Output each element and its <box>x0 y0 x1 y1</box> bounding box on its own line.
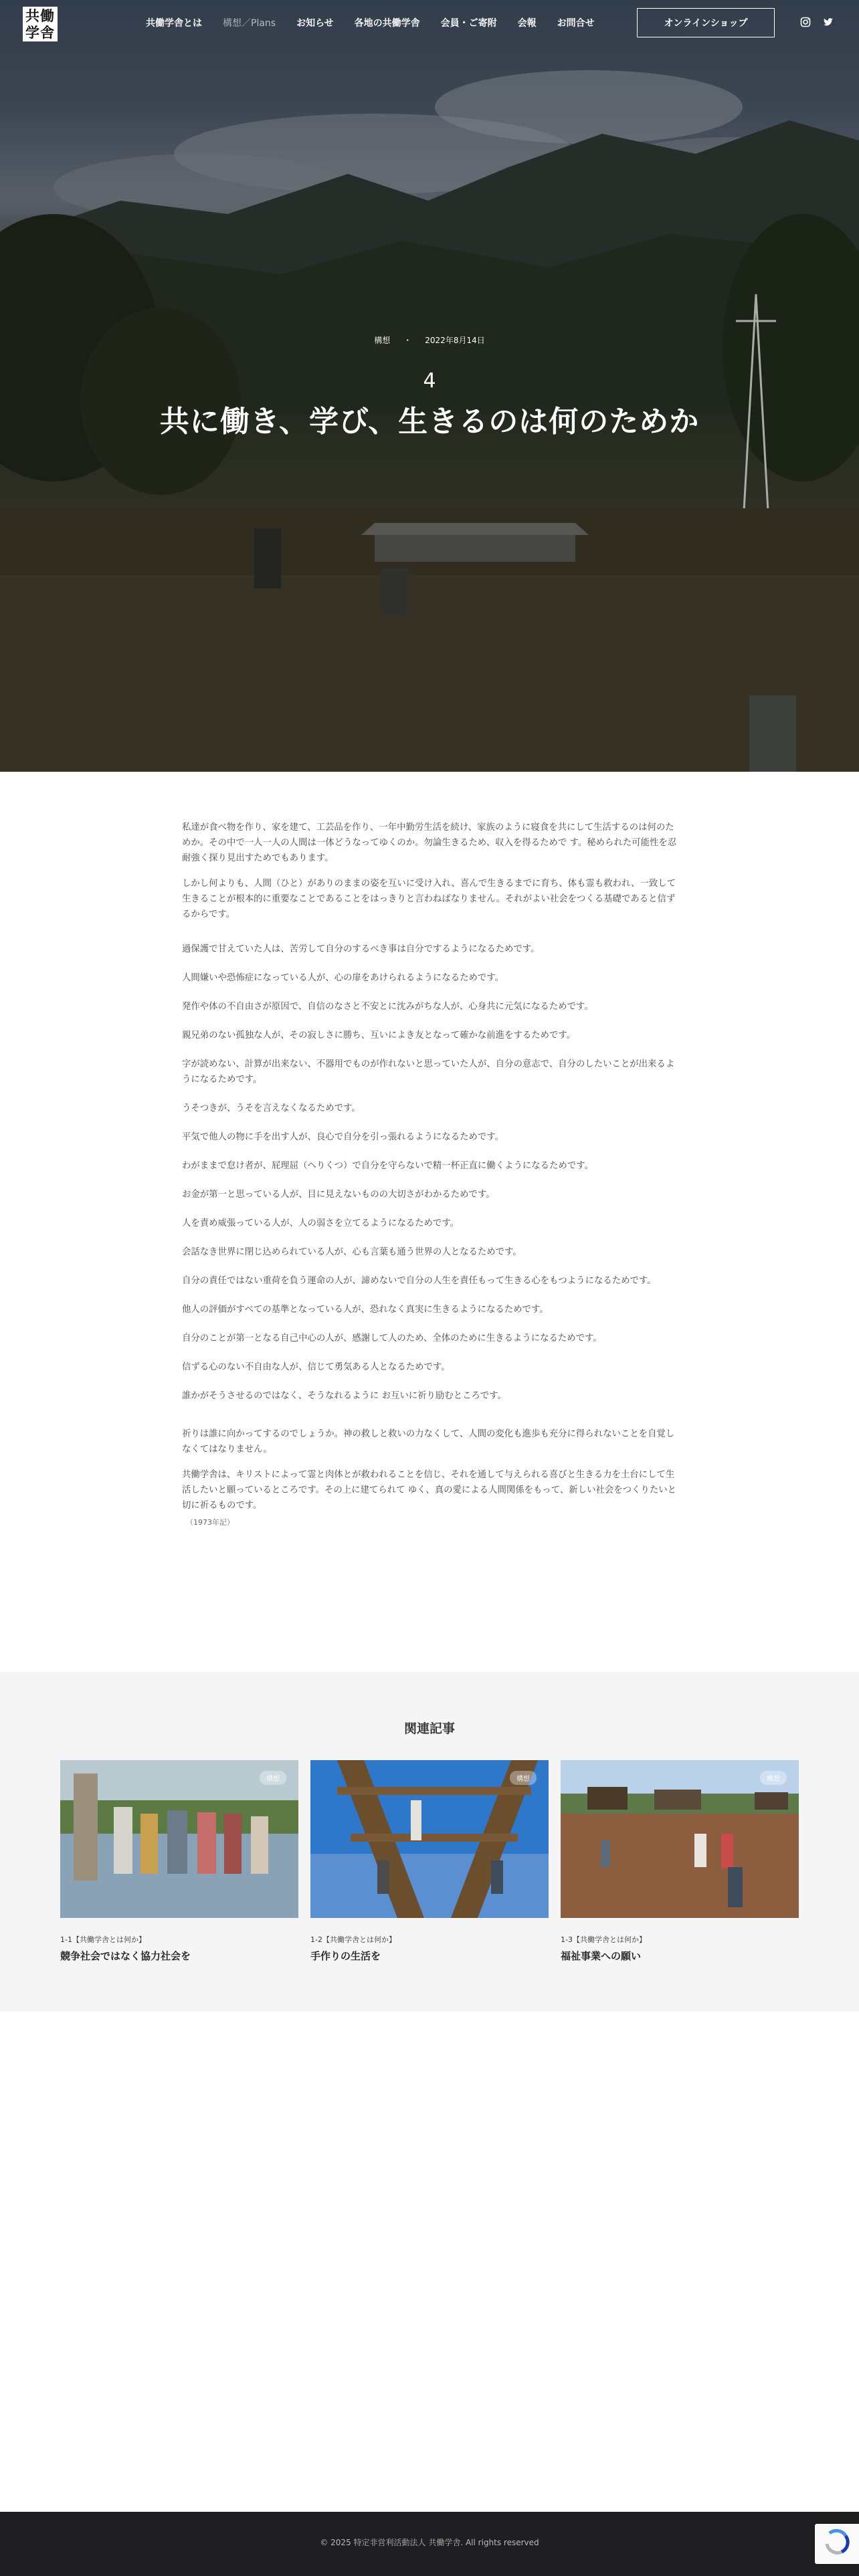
card-title[interactable]: 手作りの生活を <box>310 1950 381 1962</box>
card-title[interactable]: 福祉事業への願い <box>561 1950 642 1962</box>
site-footer <box>0 2512 859 2576</box>
card-thumbnail[interactable] <box>60 1760 298 1918</box>
related-articles <box>0 1672 859 2012</box>
nav-item-about[interactable]: 共働学舎とは <box>146 18 202 29</box>
purpose-line: うそつきが、うそを言えなくなるためです。 <box>182 1103 361 1113</box>
instagram-icon[interactable] <box>800 17 811 27</box>
card-title[interactable]: 競争社会ではなく協力社会を <box>60 1950 191 1962</box>
nav-item-contact[interactable]: お問合せ <box>557 18 595 29</box>
related-card[interactable] <box>561 1760 799 1963</box>
meta-separator: ・ <box>403 336 412 345</box>
purpose-line: 自分のことが第一となる自己中心の人が、感謝して人のため、全体のために生きるようになるためです。 <box>182 1333 602 1344</box>
post-date: 2022年8月14日 <box>425 336 485 345</box>
card-badge[interactable]: 構想 <box>510 1771 537 1785</box>
card-badge[interactable]: 構想 <box>260 1771 286 1785</box>
purpose-line: 親兄弟のない孤独な人が、その寂しさに勝ち、互いによき友となって確かな前進をするためです。 <box>182 1031 576 1041</box>
related-card[interactable] <box>310 1760 549 1963</box>
purpose-line: 過保護で甘えていた人は、苦労して自分のするべき事は自分でするようになるためです。 <box>182 944 540 954</box>
card-category[interactable]: 1-3【共働学舎とは何か】 <box>561 1935 646 1944</box>
purpose-line: 平気で他人の物に手を出す人が、良心で自分を引っ張れるようになるためです。 <box>182 1132 504 1142</box>
purpose-line: 信ずる心のない不自由な人が、信じて勇気ある人となるためです。 <box>182 1362 450 1372</box>
card-thumbnail[interactable] <box>561 1760 799 1918</box>
twitter-icon[interactable] <box>823 17 834 27</box>
year-note: （1973年記） <box>186 1518 234 1527</box>
purpose-line: お金が第一と思っている人が、目に見えないものの大切さがわかるためです。 <box>182 1190 495 1200</box>
purpose-line: 誰かがそうさせるのではなく、そうなれるように お互いに祈り励むところです。 <box>182 1391 506 1401</box>
purpose-line: 字が読めない、計算が出来ない、不器用でものが作れないと思っていた人が、自分の意志で、自分のしたいことが出来るようになるためです。 <box>182 1059 675 1085</box>
card-thumbnail[interactable] <box>310 1760 549 1918</box>
recaptcha-icon <box>815 2524 859 2564</box>
main-nav <box>146 16 615 29</box>
purpose-line: わがままで怠け者が、屁理屈（へりくつ）で自分を守らないで精一杯正直に働くようになるためです。 <box>182 1161 593 1171</box>
purpose-line: 会話なき世界に閉じ込められている人が、心も言葉も通う世界の人となるためです。 <box>182 1247 522 1257</box>
post-category[interactable]: 構想 <box>374 336 391 345</box>
related-heading: 関連記事 <box>403 1721 455 1736</box>
hero-section <box>0 0 859 772</box>
nav-item-membership[interactable]: 会員・ご寄附 <box>440 18 497 29</box>
purpose-line: 人を責め威張っている人が、人の弱さを立てるようになるためです。 <box>182 1218 460 1228</box>
logo-text-top: 共働 <box>25 7 55 24</box>
site-header <box>0 0 859 45</box>
card-category[interactable]: 1-1【共働学舎とは何か】 <box>60 1935 146 1944</box>
related-card[interactable] <box>60 1760 298 1963</box>
nav-item-bulletin[interactable]: 会報 <box>517 18 537 29</box>
nav-item-news[interactable]: お知らせ <box>296 18 334 29</box>
nav-item-locations[interactable]: 各地の共働学舎 <box>354 18 420 29</box>
online-shop-button[interactable]: オンラインショップ <box>637 8 775 37</box>
card-badge[interactable]: 構想 <box>760 1771 787 1785</box>
intro-paragraph: しかし何よりも、人間（ひと）がありのままの姿を互いに受け入れ、喜んで生きるまでに育ち、体も霊も救われ、一致して生きることが根本的に重要なことであることをはっきりと言わねばなりません。それがよい社会をつくる基礎であると信ずるからです。 <box>182 879 676 920</box>
intro-paragraph: 私達が食べ物を作り、家を建て、工芸品を作り、一年中勤労生活を続け、家族のように寝食を共にして生活するのは何のためか。その中で一人一人の人間は一体どうなってゆくのか。勿論生きるため、収入を得るためで す。秘められた可能性を忍耐強く探り見出すためでもあります。 <box>182 823 677 863</box>
purpose-line: 自分の責任ではない重荷を負う運命の人が、諦めないで自分の人生を責任もって生きる心をもつようになるためです。 <box>182 1276 656 1286</box>
nav-item-plans[interactable]: 構想／Plans <box>223 18 276 29</box>
copyright-text: © 2025 特定非営利活動法人 共働学舎. All rights reserved <box>320 2538 539 2547</box>
page-title: 共に働き、学び、生きるのは何のためか <box>159 405 700 439</box>
site-logo[interactable] <box>23 7 58 41</box>
post-number: 4 <box>423 369 436 393</box>
purpose-line: 他人の評価がすべての基準となっている人が、恐れなく真実に生きるようになるためです。 <box>182 1305 549 1315</box>
purpose-line: 人間嫌いや恐怖症になっている人が、心の扉をあけられるようになるためです。 <box>182 973 504 983</box>
card-category[interactable]: 1-2【共働学舎とは何か】 <box>310 1935 396 1944</box>
purpose-line: 発作や体の不自由さが原因で、自信のなさと不安とに沈みがちな人が、心身共に元気になるためです。 <box>182 1002 593 1012</box>
closing-paragraph: 祈りは誰に向かってするのでしょうか。神の救しと救いの力なくして、人間の変化も進歩も充分に得られないことを自覚しなくてはなりません。 <box>182 1429 675 1455</box>
article-body <box>182 820 677 1530</box>
closing-paragraph: 共働学舎は、キリストによって霊と肉体とが救われることを信じ、それを通して与えられる喜びと生きる力を土台にして生活したいと願っているところです。その上に建てられて ゆく、真の愛による人間関係をもって、新しい社会をつくりたいと切に祈るものです。 <box>182 1470 676 1511</box>
recaptcha-badge[interactable] <box>815 2524 859 2564</box>
logo-text-bottom: 学舎 <box>25 24 55 41</box>
post-meta <box>0 334 859 346</box>
